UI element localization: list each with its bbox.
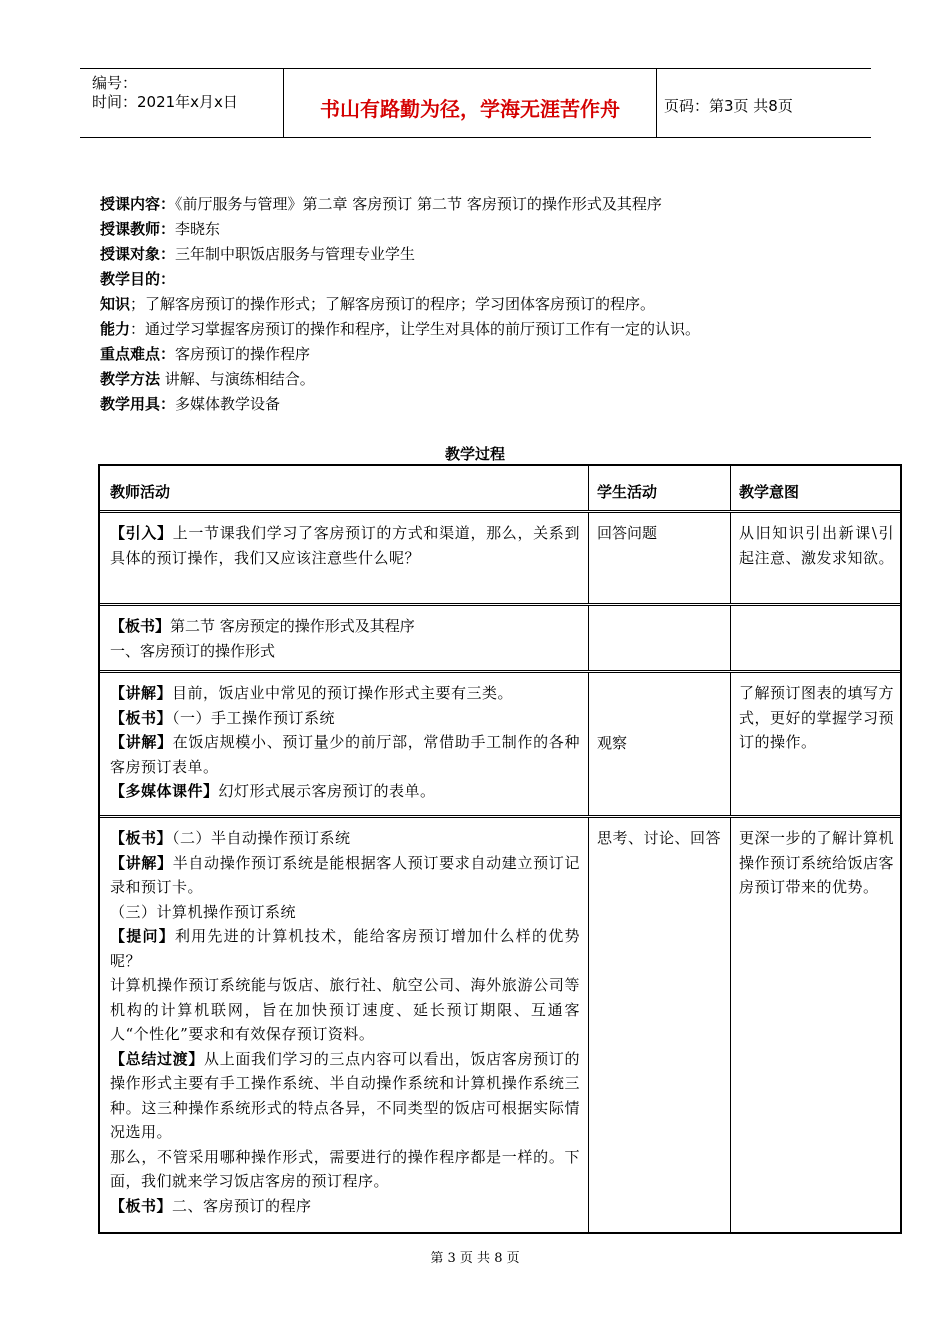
header-left-cell (80, 69, 283, 137)
student-activity (588, 606, 730, 670)
student-activity: 回答问题 (588, 513, 730, 603)
teaching-intent (730, 606, 902, 670)
teaching-intent: 更深一步的了解计算机操作预订系统给饭店客房预订带来的优势。 (730, 818, 902, 1232)
student-activity: 思考、讨论、回答 (588, 818, 730, 1232)
header-teacher: 教师活动 (110, 483, 171, 501)
table-row (100, 673, 900, 818)
process-table (98, 464, 902, 1234)
info-teacher: 授课教师：李晓东 (100, 220, 221, 238)
header-motto-cell (283, 69, 657, 137)
table-row (100, 513, 900, 606)
teacher-activity: 【板书】（二）半自动操作预订系统 【讲解】半自动操作预订系统是能根据客人预订要求自动建立预订记录和预订卡。 （三）计算机操作预订系统 【提问】利用先进的计算机技术，能给客房预订增加什么样的优势呢？ 计算机操作预订系统能与饭店、旅行社、航空公司、海外旅游公司等机构的计算机联网，旨在加快预订速度、延长预订期限、互通客人“个性化”要求和有效保存预订资料。 【总结过渡】从上面我们学习的三点内容可以看出，饭店客房预订的操作形式主要有手工操作系统、半自动操作系统和计算机操作系统三种。这三种操作系统形式的特点各异，不同类型的饭店可根据实际情况选用。 那么，不管采用哪种操作形式，需要进行的操作程序都是一样的。下面，我们就来学习饭店客房的预订程序。 【板书】二、客房预订的程序 (110, 829, 580, 1215)
page-footer: 第 3 页 共 8 页 (430, 1251, 520, 1266)
info-goal: 教学目的： (100, 270, 176, 288)
info-audience: 授课对象：三年制中职饭店服务与管理专业学生 (100, 245, 416, 263)
number-label: 编号： (92, 74, 138, 92)
teacher-activity: 【讲解】目前，饭店业中常见的预订操作形式主要有三类。 【板书】（一）手工操作预订系统 【讲解】在饭店规模小、预订量少的前厅部，常借助手工制作的各种客房预订表单。 【多媒体课件】幻灯形式展示客房预订的表单。 (110, 684, 580, 800)
page-info: 页码：第3页 共8页 (664, 97, 793, 115)
student-activity: 观察 (588, 673, 730, 815)
teacher-activity: 【引入】上一节课我们学习了客房预订的方式和渠道，那么，关系到具体的预订操作，我们又应该注意些什么呢？ (110, 524, 580, 567)
header-right-cell (656, 69, 871, 137)
teaching-intent: 了解预订图表的填写方式，更好的掌握学习预订的操作。 (730, 673, 902, 815)
document-header (80, 68, 871, 138)
info-tools: 教学用具：多媒体教学设备 (100, 395, 281, 413)
info-content: 授课内容：《前厅服务与管理》第二章 客房预订 第二节 客房预订的操作形式及其程序 (100, 195, 662, 213)
process-title: 教学过程 (444, 445, 505, 463)
info-ability: 能力：通过学习掌握客房预订的操作和程序，让学生对具体的前厅预订工作有一定的认识。 (100, 320, 701, 338)
time-label: 时间：2021年x月x日 (92, 93, 238, 111)
table-row (100, 818, 900, 1232)
table-header-row (100, 466, 900, 513)
header-student: 学生活动 (588, 466, 730, 510)
table-row (100, 606, 900, 673)
teacher-activity: 【板书】第二节 客房预定的操作形式及其程序 一、客房预订的操作形式 (110, 617, 415, 660)
course-info (100, 192, 880, 417)
info-key: 重点难点：客房预订的操作程序 (100, 345, 311, 363)
info-method: 教学方法 讲解、与演练相结合。 (100, 370, 315, 388)
teaching-intent: 从旧知识引出新课\引起注意、激发求知欲。 (730, 513, 902, 603)
motto: 书山有路勤为径，学海无涯苦作舟 (320, 97, 620, 121)
info-knowledge: 知识；了解客房预订的操作形式；了解客房预订的程序；学习团体客房预订的程序。 (100, 295, 656, 313)
header-intent: 教学意图 (730, 466, 902, 510)
